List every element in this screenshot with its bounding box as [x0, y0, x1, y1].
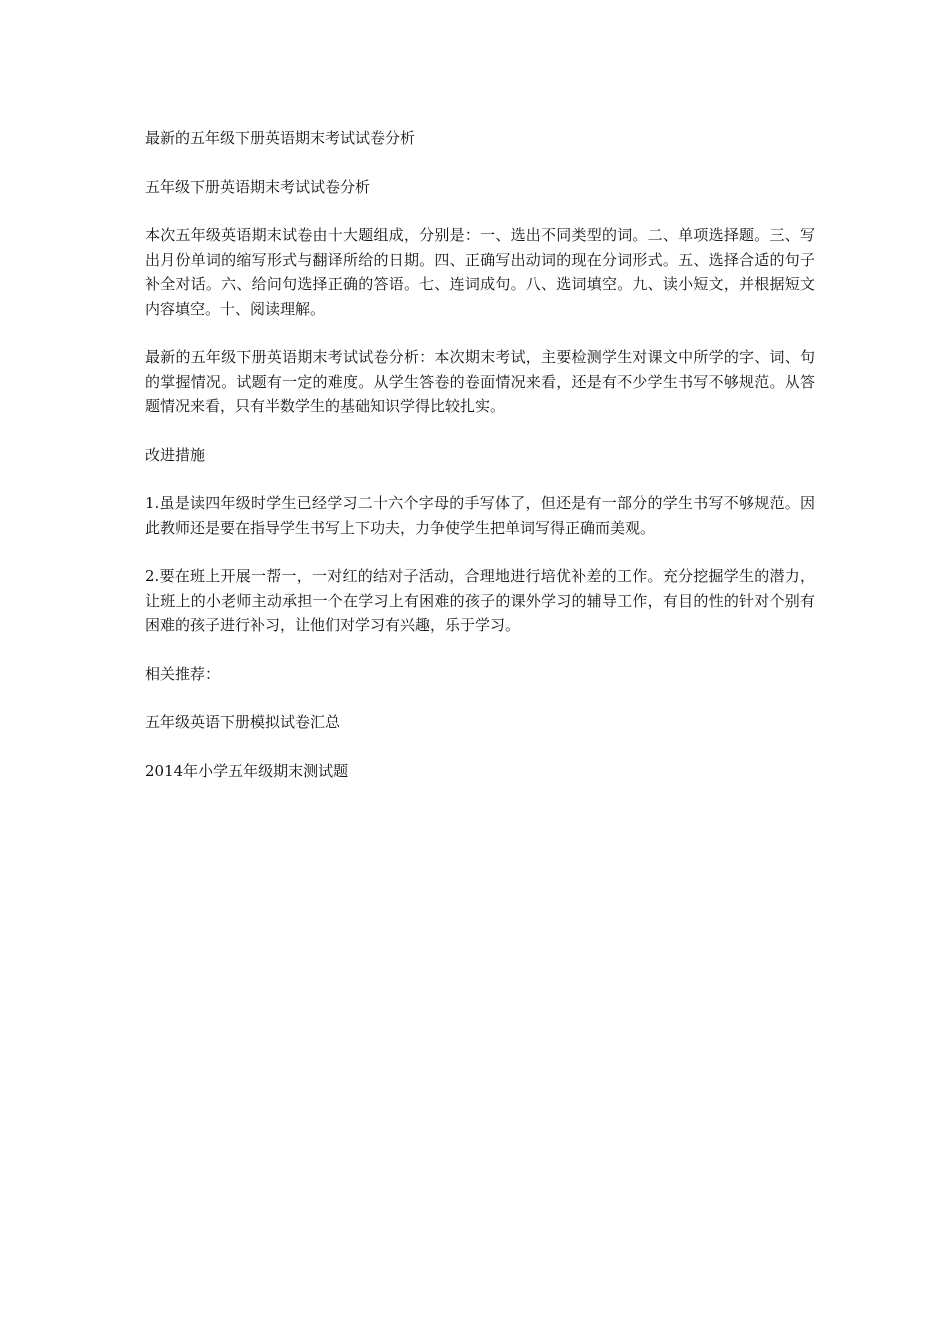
analysis-paragraph: 最新的五年级下册英语期末考试试卷分析：本次期末考试，主要检测学生对课文中所学的字、词、句的掌握情况。试题有一定的难度。从学生答卷的卷面情况来看，还是有不少学生书写不够规范。从答题情况来看，只有半数学生的基础知识学得比较扎实。 [145, 348, 815, 415]
improvement-item-1: 1.虽是读四年级时学生已经学习二十六个字母的手写体了，但还是有一部分的学生书写不够规范。因此教师还是要在指导学生书写上下功夫，力争使学生把单词写得正确而美观。 [145, 494, 815, 537]
related-link-1[interactable]: 五年级英语下册模拟试卷汇总 [145, 713, 341, 731]
improvement-item-2: 2.要在班上开展一帮一，一对红的结对子活动，合理地进行培优补差的工作。充分挖掘学生的潜力，让班上的小老师主动承担一个在学习上有困难的孩子的课外学习的辅导工作，有目的性的针对个别有困难的孩子进行补习，让他们对学习有兴趣，乐于学习。 [145, 567, 815, 634]
intro-paragraph: 本次五年级英语期末试卷由十大题组成，分别是：一、选出不同类型的词。二、单项选择题。三、写出月份单词的缩写形式与翻译所给的日期。四、正确写出动词的现在分词形式。五、选择合适的句子补全对话。六、给问句选择正确的答语。七、连词成句。八、选词填空。九、读小短文，并根据短文内容填空。十、阅读理解。 [145, 226, 815, 318]
related-heading: 相关推荐： [145, 664, 221, 683]
document-body [145, 126, 815, 807]
document-title: 最新的五年级下册英语期末考试试卷分析 [145, 129, 416, 147]
improvement-heading: 改进措施 [145, 445, 206, 464]
related-link-2[interactable]: 2014年小学五年级期末测试题 [145, 761, 349, 780]
document-subtitle: 五年级下册英语期末考试试卷分析 [145, 177, 371, 196]
